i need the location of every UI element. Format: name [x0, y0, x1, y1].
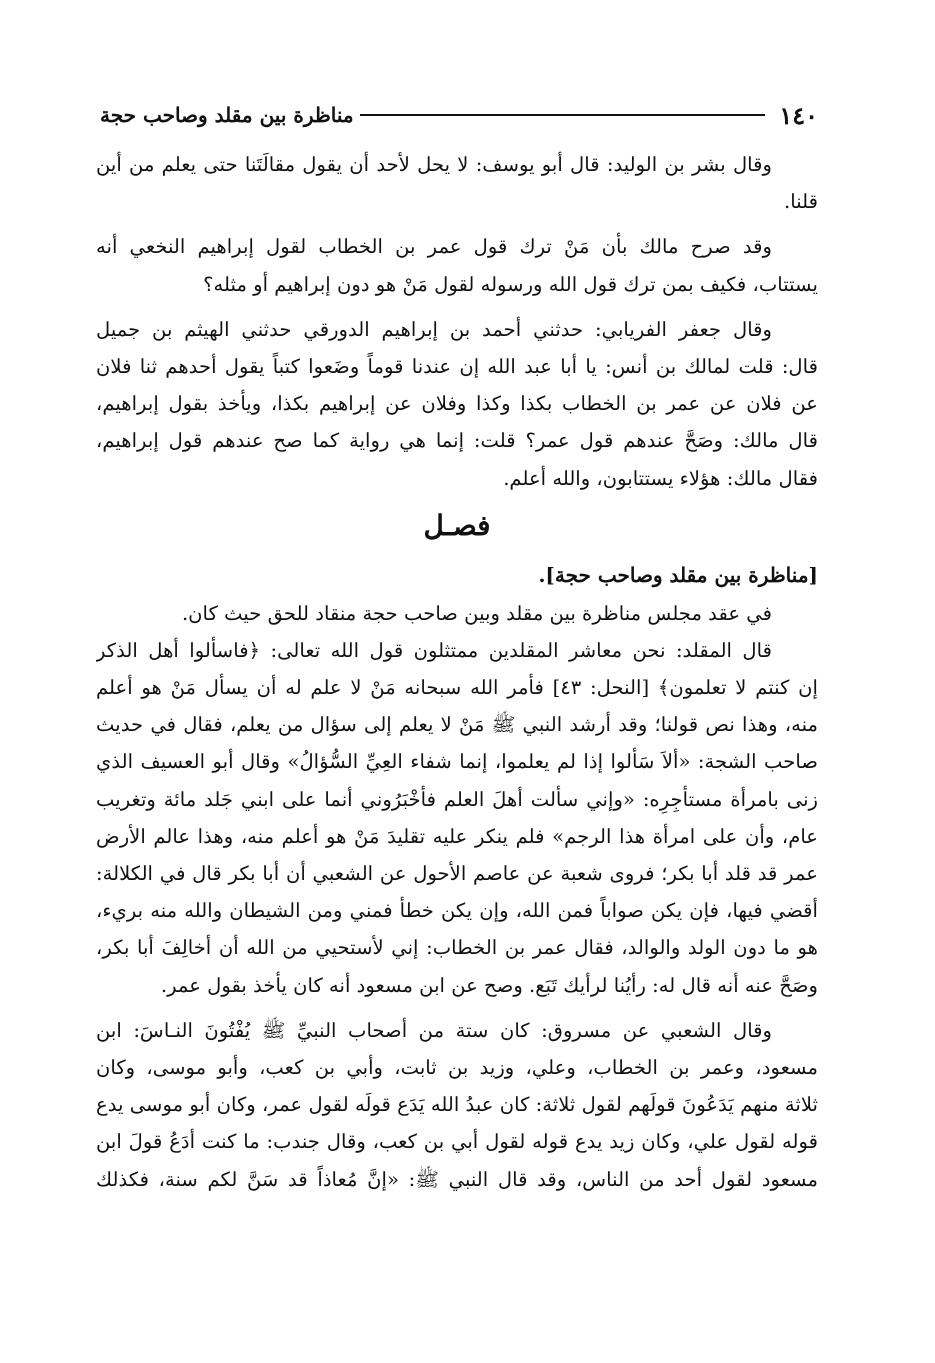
text-line: قال: قلت لمالك بن أنس: يا أبا عبد الله إن عندنا قوماً وضَعوا كتباً يقول أحدهم ثنا فلان [96, 354, 818, 378]
paragraph [96, 632, 818, 1004]
paragraph [96, 1012, 818, 1198]
text-line: منه، وهذا نص قولنا؛ وقد أرشد النبي ﷺ مَنْ لا يعلم إلى سؤال من يعلم، فقال في حديث [96, 713, 818, 737]
text-line: فقال مالك: هؤلاء يستتابون، والله أعلم. [503, 466, 818, 490]
text-line: عمر قد قلد أبا بكر؛ فروى شعبة عن عاصم الأحول عن الشعبي أن أبا بكر قال في الكلالة: [96, 862, 818, 885]
text-line: في عقد مجلس مناظرة بين مقلد وبين صاحب حجة منقاد للحق حيث كان. [181, 601, 772, 625]
paragraph [96, 228, 818, 302]
paragraph [96, 311, 818, 497]
text-line: وقال جعفر الفريابي: حدثني أحمد بن إبراهيم الدورقي حدثني الهيثم بن جميل [96, 317, 772, 341]
section-subheading: [مناظرة بين مقلد وصاحب حجة]. [538, 562, 818, 587]
running-title: مناظرة بين مقلد وصاحب حجة [100, 103, 354, 127]
paragraph [96, 146, 818, 220]
text-line: عام، وأن على امرأة هذا الرجم» فلم ينكر عليه تقليدَ مَنْ هو أعلم منه، وهذا عالم الأرض [96, 824, 818, 848]
text-line: صاحب الشجة: «ألاَ سَألوا إذا لم يعلموا، إنما شفاء العِيِّ السُّؤالُ» وقال أبو العسيف الذي [96, 750, 818, 774]
text-line: قوله لقول علي، وكان زيد يدع قوله لقول أبي بن كعب، وقال جندب: ما كنت أدَعُ قولَ ابن [96, 1130, 818, 1154]
page-number: ١٤٠ [779, 100, 818, 130]
text-line: عن فلان عن عمر بن الخطاب بكذا وكذا وفلان عن إبراهيم بكذا، ويأخذ بقول إبراهيم، [96, 392, 818, 416]
text-line: زنى بامرأة مستأجِرِه: «وإني سألت أهلَ العلم فأخْبَرُوني أنما على ابني جَلد مائة وتغريب [96, 787, 818, 811]
header-rule [360, 114, 766, 116]
body-text [96, 146, 818, 1198]
page-header [100, 98, 818, 132]
text-line: وصَحَّ عنه أنه قال له: رأيُنا لرأيك تَبَع. وصح عن ابن مسعود أنه كان يأخذ بقول عمر. [160, 973, 818, 997]
text-line: أقضي فيها، فإن يكن صواباً فمن الله، وإن يكن خطأ فمني ومن الشيطان والله منه بريء، [96, 899, 818, 923]
text-line: قلنا. [784, 190, 818, 214]
text-line: قال مالك: وصَحَّ عندهم قول عمر؟ قلت: إنما هي رواية كما صح عندهم قول إبراهيم، [96, 429, 818, 453]
text-line: إن كنتم لا تعلمون﴾ [النحل: ٤٣] فأمر الله سبحانه مَنْ لا علم له أن يسأل مَنْ هو أعلم [96, 676, 818, 700]
section-title: فصـل [423, 508, 491, 542]
paragraph [96, 595, 818, 632]
text-line: ثلاثة منهم يَدَعُونَ قولَهم لقول ثلاثة: كان عبدُ الله يَدَع قولَه لقول عمر، وكان أبو موسى يدع [96, 1093, 818, 1117]
text-line: يستتاب، فكيف بمن ترك قول الله ورسوله لقول مَنْ هو دون إبراهيم أو مثله؟ [203, 272, 818, 296]
text-line: هو ما دون الولد والوالد، فقال عمر بن الخطاب: إني لأستحيي من الله أن أخالِفَ أبا بكر، [96, 936, 818, 960]
text-line: مسعود، وعمر بن الخطاب، وعلي، وزيد بن ثابت، وأبي بن كعب، وأبو موسى، وكان [96, 1055, 818, 1079]
text-line: مسعود لقول أحد من الناس، وقد قال النبي ﷺ: «إنَّ مُعاذاً قد سَنَّ لكم سنة، فكذلك [96, 1167, 818, 1191]
text-line: وقال الشعبي عن مسروق: كان ستة من أصحاب النبيِّ ﷺ يُفْتُونَ النـاسَ: ابن [96, 1018, 772, 1042]
text-line: قال المقلد: نحن معاشر المقلدين ممتثلون قول الله تعالى: ﴿فاسألوا أهل الذكر [96, 638, 772, 662]
text-line: وقد صرح مالك بأن مَنْ ترك قول عمر بن الخطاب لقول إبراهيم النخعي أنه [96, 235, 772, 259]
text-line: وقال بشر بن الوليد: قال أبو يوسف: لا يحل لأحد أن يقول مقالَتَنا حتى يعلم من أين [96, 153, 772, 176]
